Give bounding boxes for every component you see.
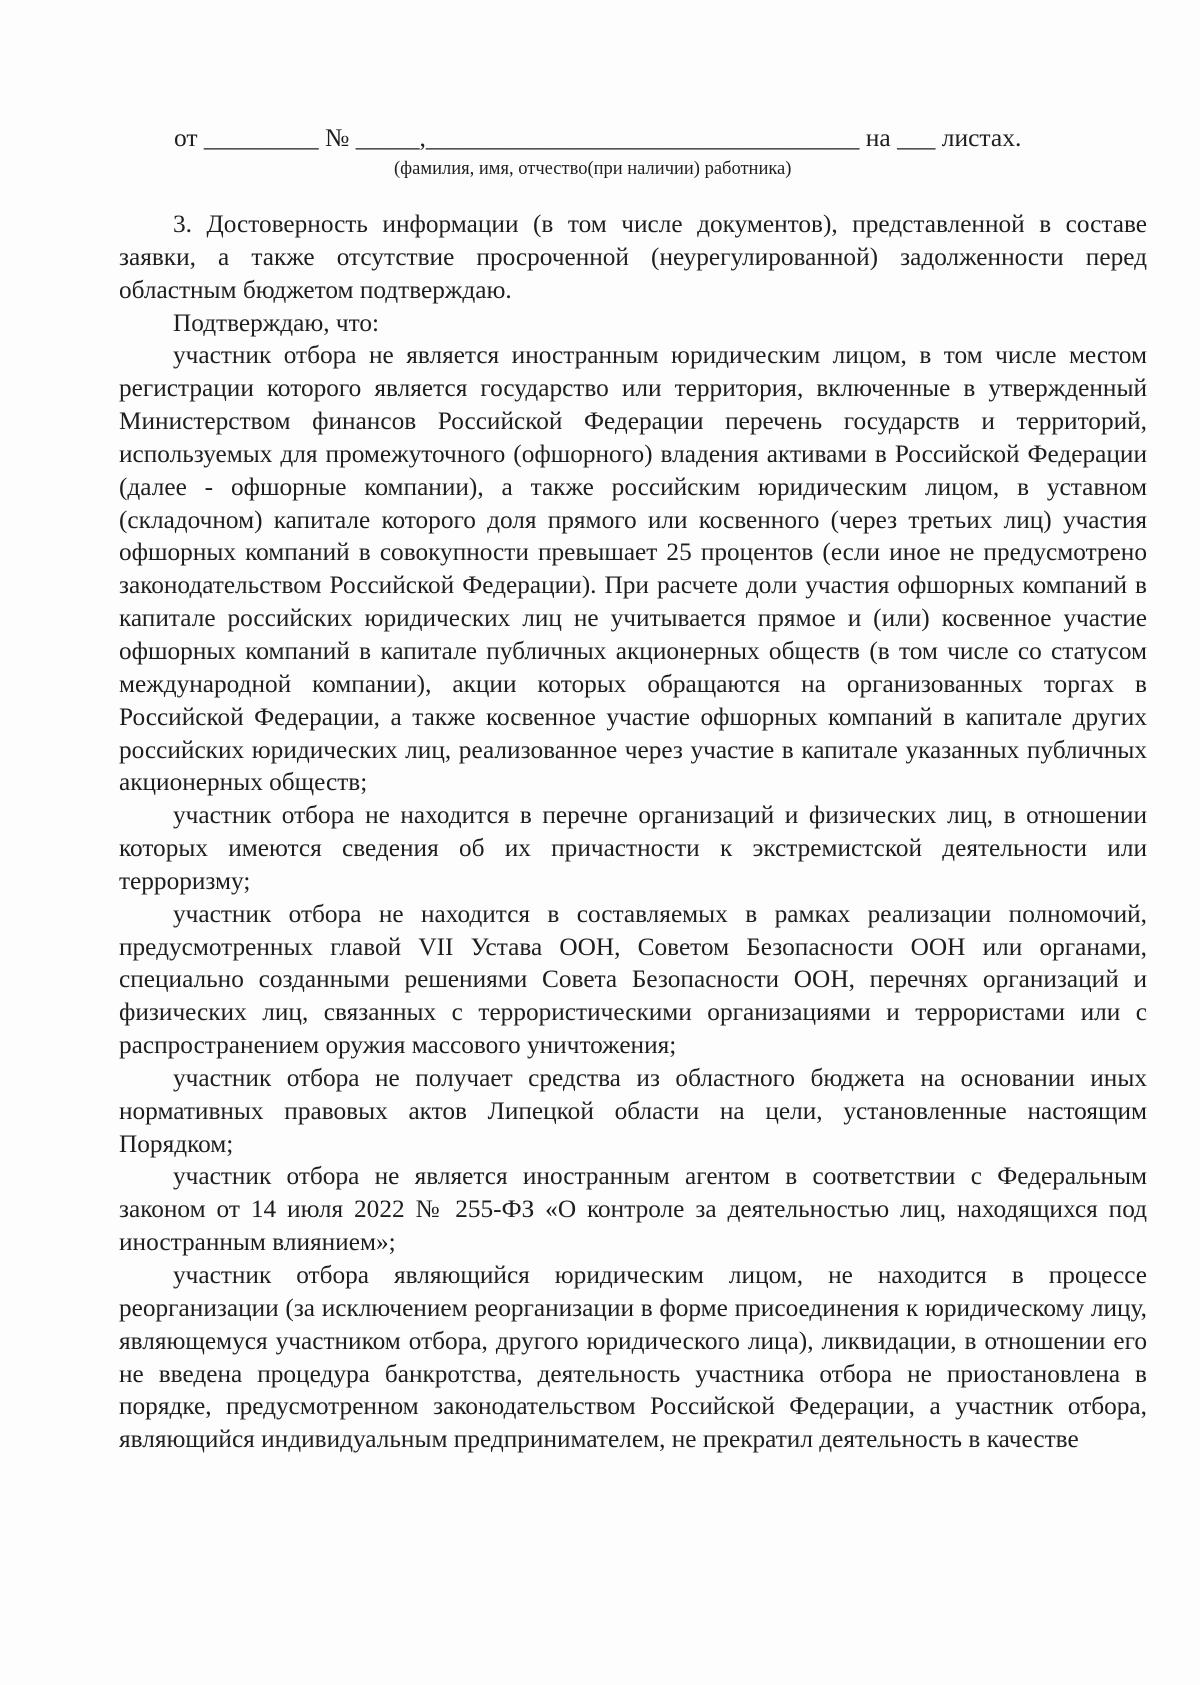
- employee-name-caption: (фамилия, имя, отчество(при наличии) работника): [394, 159, 792, 179]
- paragraph-reorganization: участник отбора являющийся юридическим лицом, не находится в процессе реорганизации (за исключением реорганизации в форме присоединения к юридическому лицу, являющемуся участником отбора, другого юридического лица), ликвидации, в отношении его не введена процедура банкротства, деятельность участника отбора не приостановлена в порядке, предусмотренном законодательством Российской Федерации, а участник отбора, являющийся индивидуальным предпринимателем, не прекратил деятельность в качестве: [119, 1261, 1147, 1454]
- paragraph-extremism: участник отбора не находится в перечне организаций и физических лиц, в отношении которых имеются сведения об их причастности к экстремистской деятельности или терроризму;: [119, 801, 1147, 895]
- submission-line: от _________ № _____,__________________________________ на ___ листах.: [174, 123, 1022, 152]
- paragraph-un-sanctions: участник отбора не находится в составляемых в рамках реализации полномочий, предусмотренных главой VII Устава ООН, Советом Безопасности ООН или органами, специально созданными решениями Совета Безопасности ООН, перечнях организаций и физических лиц, связанных с террористическими организациями и террористами или с распространением оружия массового уничтожения;: [119, 899, 1147, 1060]
- paragraph-foreign-agent: участник отбора не является иностранным агентом в соответствии с Федеральным законом от 14 июля 2022 № 255-ФЗ «О контроле за деятельностью лиц, находящихся под иностранным влиянием»;: [119, 1162, 1147, 1257]
- paragraph-offshore: участник отбора не является иностранным юридическим лицом, в том числе местом регистрации которого является государство или территория, включенные в утвержденный Министерством финансов Российской Федерации перечень государств и территорий, используемых для промежуточного (офшорного) владения активами в Российской Федерации (далее - офшорные компании), а также российским юридическим лицом, в уставном (складочном) капитале которого доля прямого или косвенного (через третьих лиц) участия офшорных компаний в совокупности превышает 25 процентов (если иное не предусмотрено законодательством Российской Федерации). При расчете доли участия офшорных компаний в капитале российских юридических лиц не учитывается прямое и (или) косвенное участие офшорных компаний в капитале публичных акционерных обществ (в том числе со статусом международной компании), акции которых обращаются на организованных торгах в Российской Федерации, а также косвенное участие офшорных компаний в капитале других российских юридических лиц, реализованное через участие в капитале указанных публичных акционерных обществ;: [119, 341, 1147, 797]
- paragraph-budget-funds: участник отбора не получает средства из областного бюджета на основании иных нормативных правовых актов Липецкой области на цели, установленные настоящим Порядком;: [119, 1063, 1147, 1158]
- paragraph-confirm-intro: Подтверждаю, что:: [173, 308, 380, 337]
- document-body: [119, 208, 1147, 1456]
- paragraph-confirmation: 3. Достоверность информации (в том числе документов), представленной в составе заявки, а также отсутствие просроченной (неурегулированной) задолженности перед областным бюджетом подтверждаю.: [119, 210, 1147, 304]
